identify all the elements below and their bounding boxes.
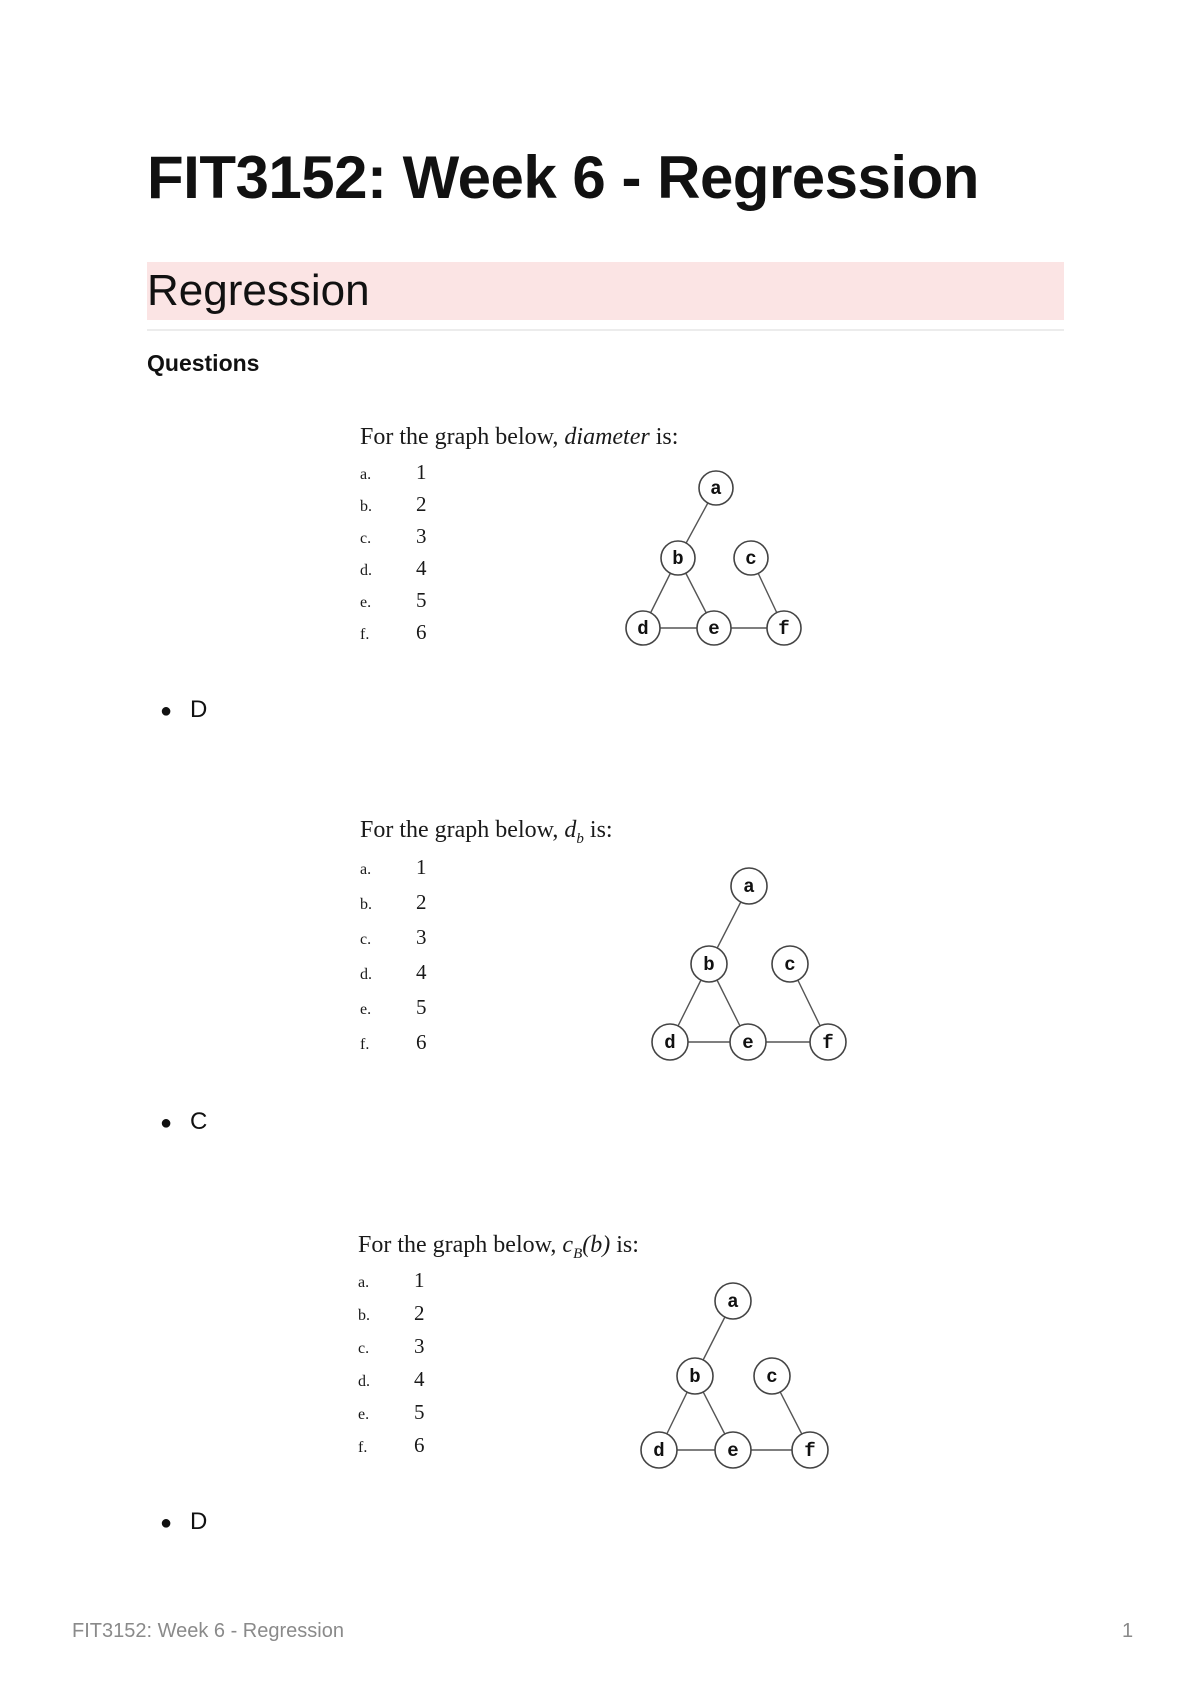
option-letter: b. [358,1307,370,1324]
option-letter: e. [360,594,372,611]
answer-3 [160,1508,207,1536]
option-row [360,620,480,652]
option-letter: a. [360,861,372,878]
graph-node-f [810,1024,846,1060]
question-prefix: For the graph below, [358,1232,563,1258]
option-letter: e. [360,1001,372,1018]
question-suffix: is: [610,1232,639,1258]
question-term: c [562,1232,574,1258]
graph-node-label: d [637,618,649,640]
option-letter: d. [360,562,372,579]
graph-node-c [734,541,768,575]
question-term-argument: (b) [582,1232,611,1258]
answer-text: D [190,1508,208,1535]
graph-figure [630,1280,830,1470]
option-row [358,1400,478,1433]
question-term: diameter [564,424,650,450]
bullet-icon: ● [160,700,173,722]
question-term-subscript: B [573,1245,583,1262]
question-prefix: For the graph below, [360,424,565,450]
answer-options [360,460,480,652]
option-letter: b. [360,896,372,913]
question-term: d [564,817,577,843]
option-row [358,1301,478,1334]
graph-figure [644,866,854,1066]
answer-options [358,1268,478,1466]
section-divider [147,329,1064,331]
graph-node-b [677,1358,713,1394]
option-value: 6 [416,620,427,644]
graph-node-label: a [743,876,755,898]
question-text [358,1232,639,1263]
option-value: 4 [416,556,427,580]
graph-node-label: d [664,1032,676,1054]
option-row [360,460,480,492]
graph-node-label: e [742,1032,754,1054]
answer-1 [160,696,207,724]
graph-node-d [641,1432,677,1468]
page-number: 1 [1122,1620,1134,1642]
graph-node-e [697,611,731,645]
graph-node-label: f [822,1032,834,1054]
answer-text: C [190,1108,208,1135]
option-letter: a. [360,466,372,483]
option-row [360,1030,480,1065]
graph-node-label: b [689,1366,701,1388]
answer-text: D [190,696,208,723]
option-row [358,1334,478,1367]
option-value: 4 [414,1367,425,1391]
question-suffix: is: [583,817,613,843]
graph-node-label: e [708,618,720,640]
graph-node-label: b [672,548,684,570]
option-letter: c. [358,1340,370,1357]
graph-node-b [691,946,727,982]
option-value: 3 [416,524,427,548]
option-value: 2 [414,1301,425,1325]
option-letter: b. [360,498,372,515]
option-value: 4 [416,960,427,984]
option-row [360,960,480,995]
option-value: 2 [416,492,427,516]
graph-node-d [652,1024,688,1060]
option-value: 1 [416,855,427,879]
option-row [360,855,480,890]
bullet-icon: ● [160,1512,173,1534]
option-value: 5 [416,995,427,1019]
question-text [360,424,678,451]
graph-node-f [792,1432,828,1468]
option-row [360,524,480,556]
option-letter: a. [358,1274,370,1291]
option-row [360,925,480,960]
answer-2 [160,1108,207,1136]
option-row [358,1433,478,1466]
graph-node-a [699,471,733,505]
option-value: 6 [414,1433,425,1457]
option-letter: c. [360,530,372,547]
graph-node-label: c [784,954,796,976]
graph-node-label: d [653,1440,665,1462]
section-title: Regression [147,266,370,315]
graph-node-label: a [727,1291,739,1313]
option-value: 1 [414,1268,425,1292]
option-value: 1 [416,460,427,484]
graph-node-a [715,1283,751,1319]
option-value: 6 [416,1030,427,1054]
graph-node-label: a [710,478,722,500]
graph-node-label: f [778,618,790,640]
option-letter: e. [358,1406,370,1423]
questions-heading: Questions [147,350,260,376]
option-row [358,1367,478,1400]
graph-figure [618,470,818,650]
graph-node-b [661,541,695,575]
graph-node-e [730,1024,766,1060]
option-row [360,890,480,925]
option-letter: f. [360,626,370,643]
question-suffix: is: [649,424,679,450]
option-value: 3 [414,1334,425,1358]
option-letter: d. [360,966,372,983]
option-row [360,995,480,1030]
option-letter: f. [358,1439,368,1456]
graph-node-c [754,1358,790,1394]
option-value: 3 [416,925,427,949]
footer-title: FIT3152: Week 6 - Regression [72,1620,344,1642]
graph-node-c [772,946,808,982]
answer-options [360,855,480,1065]
graph-node-label: b [703,954,715,976]
option-row [360,492,480,524]
option-row [358,1268,478,1301]
graph-node-label: f [804,1440,816,1462]
question-text [360,817,613,848]
page-title: FIT3152: Week 6 - Regression [147,144,979,211]
graph-node-e [715,1432,751,1468]
graph-node-f [767,611,801,645]
graph-node-a [731,868,767,904]
option-value: 5 [414,1400,425,1424]
option-letter: f. [360,1036,370,1053]
question-prefix: For the graph below, [360,817,565,843]
graph-node-label: c [766,1366,778,1388]
graph-node-d [626,611,660,645]
graph-node-label: e [727,1440,739,1462]
graph-node-label: c [745,548,757,570]
option-letter: d. [358,1373,370,1390]
option-value: 5 [416,588,427,612]
option-value: 2 [416,890,427,914]
option-letter: c. [360,931,372,948]
option-row [360,588,480,620]
option-row [360,556,480,588]
question-term-subscript: b [576,830,584,847]
bullet-icon: ● [160,1112,173,1134]
